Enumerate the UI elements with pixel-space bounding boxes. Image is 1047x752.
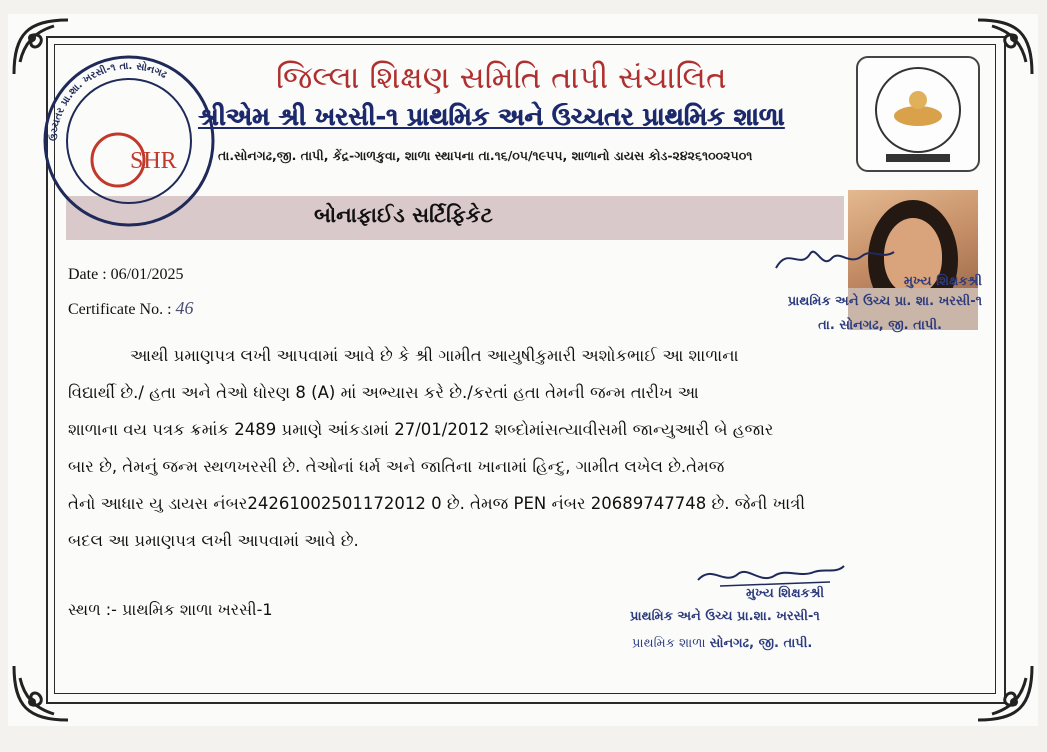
body-line: શાળાના વય પત્રક ક્રમાંક 2489 પ્રમાણે આંકડામાં 27/01/2012 શબ્દોમાંસત્યાવીસમી જાન્યુઆરી બે હજાર	[68, 420, 774, 439]
principal-title-bottom: મુખ્ય શિક્ષકશ્રી	[746, 586, 825, 601]
school-seal-icon	[38, 50, 220, 232]
certificate-number-row	[68, 298, 194, 319]
header-school-name: શ્રીએમ શ્રી ખરસી-૧ પ્રાથમિક અને ઉચ્ચતર પ્રાથમિક શાળા	[198, 102, 785, 131]
header-committee: જિલ્લા શિક્ષણ સમિતિ તાપી સંચાલિત	[276, 60, 727, 96]
principal-location-bottom	[632, 636, 812, 651]
corner-ornament-icon	[968, 656, 1038, 726]
school-logo-icon	[856, 56, 980, 172]
date-row	[68, 266, 184, 284]
place-value: પ્રાથમિક શાળા ખરસી-1	[122, 600, 273, 619]
certificate-body	[68, 337, 968, 559]
body-line: વિદ્યાર્થી છે./ હતા અને તેઓ ધોરણ 8 (A) માં અભ્યાસ કરે છે./કરતાં હતા તેમની જન્મ તારીખ આ	[68, 383, 699, 402]
principal-school-bottom: પ્રાથમિક અને ઉચ્ચ પ્રા.શા. ખરસી-૧	[630, 609, 820, 624]
svg-text:ઉચ્ચતર પ્રા.શા. ખરસી-૧ તા. સોન	[47, 58, 168, 141]
principal-location-top: તા. સોનગઢ, જી. તાપી.	[818, 318, 942, 333]
seal-ring-text: ઉચ્ચતર પ્રા.શા. ખરસી-૧ તા. સોનગઢ	[48, 60, 169, 142]
principal-location-prefix: પ્રાથમિક શાળા	[632, 636, 706, 651]
body-line: તેનો આધાર યુ ડાયસ નંબર24261002501172012 0 છે. તેમજ PEN નંબર 20689747748 છે. જેની ખાત્રી	[68, 494, 806, 513]
body-line: આથી પ્રમાણપત્ર લખી આપવામાં આવે છે કે શ્રી ગામીત આયુષીકુમારી અશોકભાઈ આ શાળાના	[130, 346, 739, 365]
corner-ornament-icon	[8, 656, 78, 726]
body-line: બદલ આ પ્રમાણપત્ર લખી આપવામાં આવે છે.	[68, 531, 359, 550]
place-label: સ્થળ :-	[68, 600, 117, 619]
seal-center-text: SHR	[130, 148, 177, 174]
principal-school-top: પ્રાથમિક અને ઉચ્ચ પ્રા. શા. ખરસી-૧	[787, 294, 982, 309]
place-row	[68, 600, 273, 620]
certificate-title: બોનાફાઈડ સર્ટિફિકેટ	[314, 203, 493, 227]
body-line: બાર છે, તેમનું જન્મ સ્થળખરસી છે. તેઓનાં ધર્મ અને જાતિના ખાનામાં હિન્દુ, ગામીત લખેલ છે.તેમજ	[68, 457, 725, 476]
certificate-number-label: Certificate No. :	[68, 301, 176, 318]
principal-title-top: મુખ્ય શિક્ષકશ્રી	[903, 274, 982, 289]
principal-location-value: સોનગઢ, જી. તાપી.	[709, 636, 813, 651]
date-label: Date :	[68, 266, 111, 283]
date-value: 06/01/2025	[110, 266, 184, 283]
header-address: તા.સોનગઢ,જી. તાપી, કેંદ્ર-ગાળકુવા, શાળા સ્થાપના તા.૧૬/૦૫/૧૯૫૫, શાળાનો ડાયસ કોડ-૨૪૨૬૧૦૦૨૫૦૧	[218, 148, 753, 163]
certificate-number-value: 46	[175, 298, 194, 318]
